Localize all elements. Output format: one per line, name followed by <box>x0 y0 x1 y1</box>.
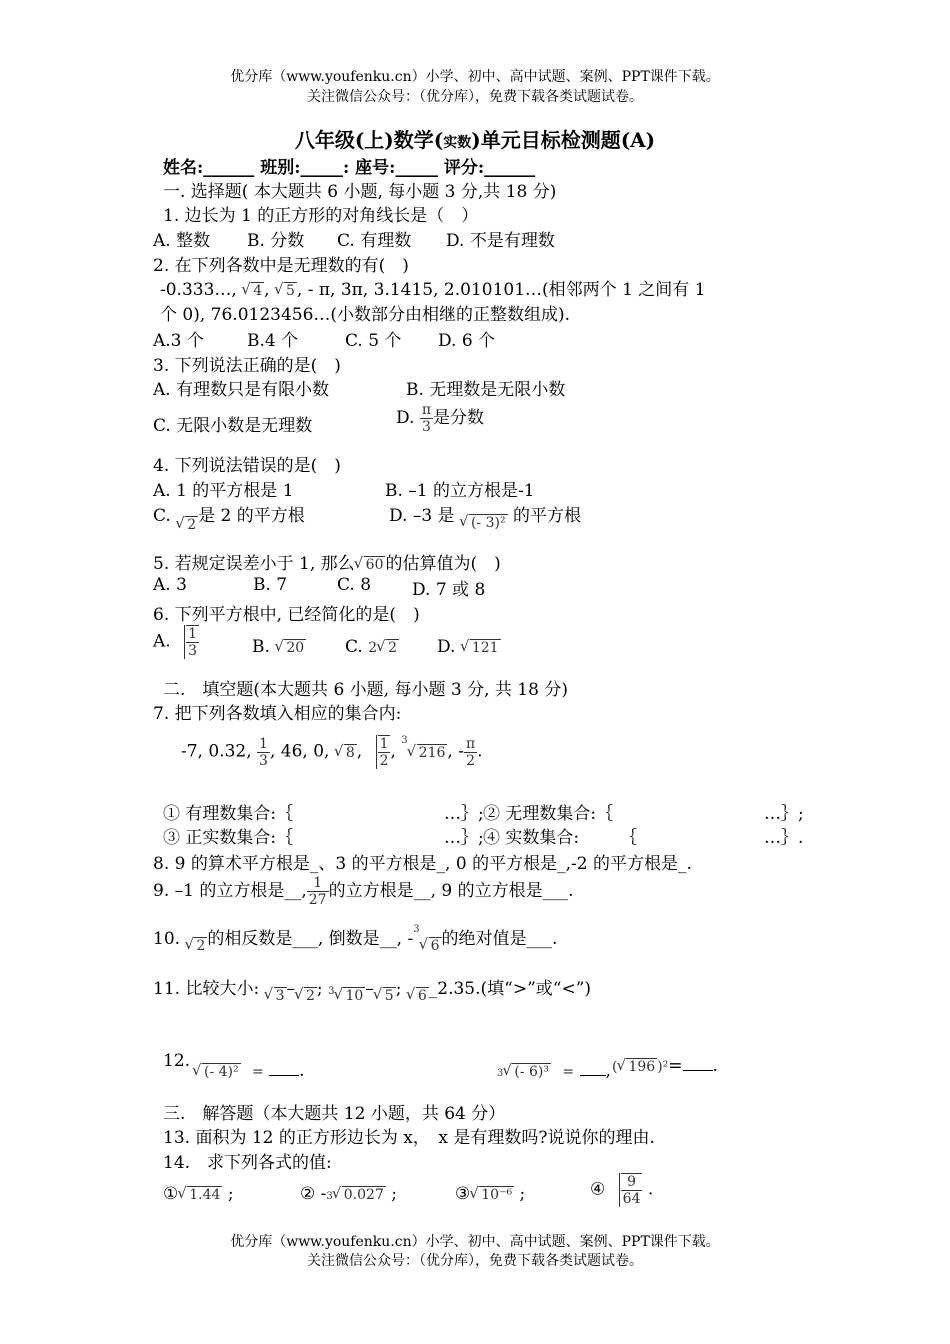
q2-sqrt4: √ 4 <box>242 283 264 299</box>
q4-option-a: A. 1 的平方根是 1 <box>153 481 294 501</box>
q12-blank-1 <box>269 1075 299 1076</box>
section-2-heading: 二. 填空题(本大题共 6 小题, 每小题 3 分, 共 18 分) <box>163 680 568 700</box>
q5-option-b: B. 7 <box>253 575 288 595</box>
q11-sqrt5: √ 5 <box>374 988 396 1004</box>
q7-set-positive-real-end: …｝; <box>444 828 484 848</box>
q14-sqrt-fraction: $\frac{9}{64}$ <box>611 1173 643 1207</box>
q11-cbrt10: √ 10 <box>334 988 365 1004</box>
q14-sqrt-1-44: √ 1.44 <box>178 1187 222 1203</box>
q5-option-c: C. 8 <box>337 575 372 595</box>
q13: 13. 面积为 12 的正方形边长为 x， x 是有理数吗?说说你的理由. <box>163 1128 655 1148</box>
q6-stem: 6. 下列平方根中, 已经简化的是( ) <box>153 605 420 625</box>
q6-sqrt121: √ 121 <box>461 640 501 656</box>
q7-cbrt216: √ 216 <box>408 745 448 761</box>
q11-sqrt6: √ 6 <box>407 988 429 1004</box>
header-line-2: 关注微信公众号：（优分库），免费下载各类试题试卷。 <box>307 89 643 105</box>
q3-option-a: A. 有理数只是有限小数 <box>153 380 330 400</box>
q14-item-3: ③√ 10⁻⁶ ; <box>455 1184 525 1204</box>
q2-numbers-line1: -0.333…, √ 4 , √ 5 , - π, 3π, 3.1415, 2.010101…(相邻两个 1 之间有 1 <box>160 275 706 300</box>
q2-option-d: D. 6 个 <box>438 331 496 351</box>
q12-label: 12. <box>163 1051 191 1071</box>
q7-sqrt8: √ 8 <box>335 745 357 761</box>
q2-sqrt5: √ 5 <box>275 283 297 299</box>
q7-set-positive-real: ③ 正实数集合:｛ <box>163 828 294 848</box>
q4-option-d: D. –3 是 √ (- 3)² 的平方根 <box>389 501 581 526</box>
q7-fraction-1-3: $\frac{1}{3}$ <box>259 735 268 769</box>
q7-set-real-brace: ｛ <box>620 828 637 848</box>
q4-stem: 4. 下列说法错误的是( ) <box>153 456 341 476</box>
q10-cbrt6: √ 6 <box>420 938 442 954</box>
q12-sqrt-neg4-squared: √ (- 4)² <box>193 1064 241 1080</box>
q1-option-a: A. 整数 <box>153 231 211 251</box>
q5-sqrt60: √ 60 <box>355 557 386 573</box>
q1-option-d: D. 不是有理数 <box>446 231 555 251</box>
q3-option-d: D. $\frac{\pi}{3}$ 是分数 <box>396 402 485 436</box>
q6-sqrt-fraction: $\frac{1}{3}$ <box>176 625 199 659</box>
q7-set-rational-end: …｝; <box>444 804 484 824</box>
q14-stem: 14. 求下列各式的值: <box>163 1153 332 1173</box>
q14-item-2: ② -3√ 0.027 ; <box>300 1184 397 1204</box>
q6-option-c: C. 2√ 2 <box>345 637 399 657</box>
q7-set-irrational: ② 无理数集合:｛ <box>483 804 614 824</box>
q11-sqrt3: √ 3 <box>265 988 287 1004</box>
q5-option-d: D. 7 或 8 <box>412 580 486 600</box>
q4-sqrt-neg3-squared: √ (- 3)² <box>460 515 508 531</box>
info-line: 姓名:______ 班别:_____: 座号:_____ 评分:______ <box>163 158 536 178</box>
q7-numbers: -7, 0.32, $\frac{1}{3}$ , 46, 0, √ 8 , $\frac{1}{2}$ , $^3$√ 216 , - $\frac{\pi}{2}$ . <box>181 735 483 769</box>
q6-option-d: D. √ 121 <box>437 637 501 657</box>
q12-sqrt196: √ 196 <box>617 1059 657 1075</box>
q14-sqrt-10-neg6: √ 10⁻⁶ <box>470 1187 514 1203</box>
q2-option-b: B.4 个 <box>247 331 299 351</box>
section-1-heading: 一. 选择题( 本大题共 6 小题, 每小题 3 分,共 18 分) <box>163 182 557 202</box>
q14-item-4: ④ $\frac{9}{64}$ . <box>590 1174 654 1208</box>
footer-line-2: 关注微信公众号：（优分库），免费下载各类试题试卷。 <box>307 1253 643 1269</box>
q1-option-c: C. 有理数 <box>337 231 412 251</box>
q12-expr-1: √ (- 4)² = . <box>193 1061 305 1081</box>
q6-sqrt20: √ 20 <box>275 640 306 656</box>
section-3-heading: 三. 解答题（本大题共 12 小题，共 64 分） <box>163 1104 506 1124</box>
q12-expr-2: 3√ (- 6)³ = , <box>497 1061 611 1081</box>
q1-stem: 1. 边长为 1 的正方形的对角线长是（ ） <box>163 206 479 226</box>
q7-set-irrational-end: …｝; <box>764 804 804 824</box>
q3-fraction: $\frac{\pi}{3}$ <box>421 402 432 436</box>
q5-option-a: A. 3 <box>153 575 187 595</box>
q6-option-a: A. $\frac{1}{3}$ <box>153 626 198 660</box>
page-title: 八年级(上)数学(实数)单元目标检测题(A) <box>294 128 656 152</box>
q6-2sqrt2: √ 2 <box>377 640 399 656</box>
q9: 9. –1 的立方根是__, $\frac{1}{27}$ 的立方根是__, 9 的立方根是___. <box>153 875 574 909</box>
q8: 8. 9 的算术平方根是_、3 的平方根是_, 0 的平方根是_,-2 的平方根是_. <box>153 854 692 874</box>
q4-option-b: B. –1 的立方根是-1 <box>385 481 535 501</box>
q10-sqrt2: √ 2 <box>185 938 207 954</box>
q2-stem: 2. 在下列各数中是无理数的有( ) <box>153 256 409 276</box>
q7-set-real-end: …｝. <box>764 828 804 848</box>
q6-option-b: B. √ 20 <box>252 637 306 657</box>
q7-stem: 7. 把下列各数填入相应的集合内: <box>153 704 402 724</box>
q11: 11. 比较大小: √ 3 –√ 2 ; 3√ 10 –√ 5 ; √ 6 _2.35.(填“>”或“<”) <box>153 974 591 999</box>
q7-sqrt-half: $\frac{1}{2}$ <box>368 735 391 769</box>
q7-set-rational: ① 有理数集合:｛ <box>163 804 294 824</box>
q11-sqrt2: √ 2 <box>295 988 317 1004</box>
q7-set-real: ④ 实数集合: <box>483 828 580 848</box>
header-line-1: 优分库（www.youfenku.cn）小学、初中、高中试题、案例、PPT课件下载。 <box>230 69 720 85</box>
footer-line-1: 优分库（www.youfenku.cn）小学、初中、高中试题、案例、PPT课件下载。 <box>230 1234 720 1250</box>
q1-option-b: B. 分数 <box>247 231 305 251</box>
q14-cbrt-0-027: √ 0.027 <box>333 1187 386 1203</box>
q7-fraction-pi-2: $\frac{\pi}{2}$ <box>465 735 476 769</box>
q5-stem: 5. 若规定误差小于 1, 那么√ 60 的估算值为( ) <box>153 549 501 574</box>
q3-stem: 3. 下列说法正确的是( ) <box>153 356 341 376</box>
q2-numbers-line2: 个 0), 76.0123456…(小数部分由相继的正整数组成). <box>160 305 571 325</box>
q9-fraction: $\frac{1}{27}$ <box>308 875 327 909</box>
q12-expr-3: (√ 196 )²= . <box>612 1056 718 1076</box>
q3-option-c: C. 无限小数是无理数 <box>153 416 313 436</box>
q4-option-c: C. √ 2 是 2 的平方根 <box>153 501 305 526</box>
q2-option-a: A.3 个 <box>153 331 204 351</box>
q12-cbrt-neg6-cubed: √ (- 6)³ <box>503 1064 551 1080</box>
q10: 10. √ 2 的相反数是___, 倒数是__, -$^3$√ 6 的绝对值是___. <box>153 924 557 949</box>
q2-option-c: C. 5 个 <box>345 331 402 351</box>
q12-blank-2 <box>580 1075 606 1076</box>
q14-item-1: ①√ 1.44 ; <box>163 1184 234 1204</box>
q3-option-b: B. 无理数是无限小数 <box>406 380 566 400</box>
q4-sqrt2: √ 2 <box>176 517 198 533</box>
q12-blank-3 <box>683 1070 713 1071</box>
